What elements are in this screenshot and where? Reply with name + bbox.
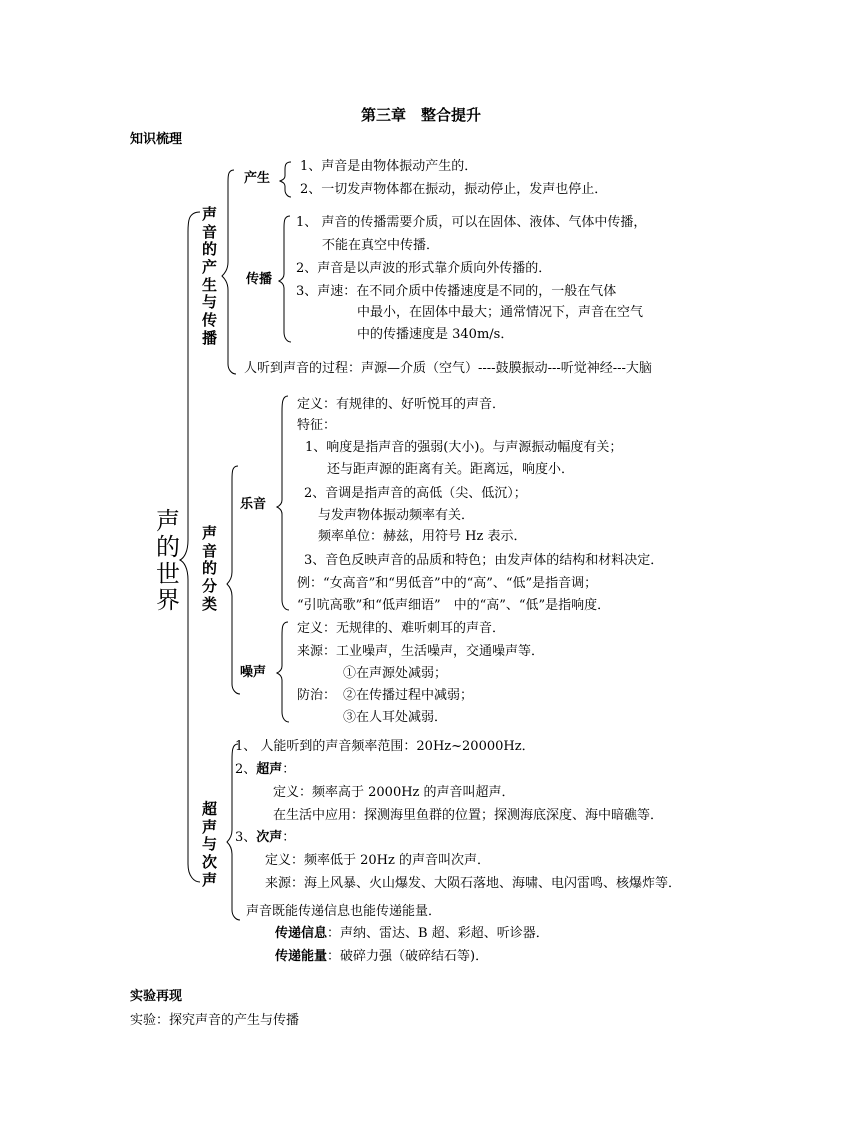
music-line-10: “引吭高歌”和“低声细语” 中的“高”、“低”是指响度． <box>297 598 611 613</box>
t3-energy-line: 传递能量：破碎力强（破碎结石等)． <box>275 949 489 964</box>
music-line-2: 特征： <box>297 418 337 433</box>
spread-line-2: 不能在真空中传播． <box>322 238 440 253</box>
t3-info-line: 传递信息：声纳、雷达、B 超、彩超、听诊器． <box>275 926 549 941</box>
section-heading-experiment: 实验再现 <box>130 989 183 1004</box>
noise-line-2: 来源：工业噪声，生活噪声，交通噪声等． <box>297 644 545 659</box>
music-line-7: 频率单位：赫兹，用符号 Hz 表示． <box>318 529 527 544</box>
t3-infra-heading: 3、次声： <box>235 830 296 845</box>
spread-line-6: 中的传播速度是 340m/s． <box>357 327 514 342</box>
t3-ultra-heading: 2、超声： <box>235 762 296 777</box>
spread-line-1: 1、 声音的传播需要介质，可以在固体、液体、气体中传播， <box>296 215 647 230</box>
music-line-5: 2、音调是指声音的高低（尖、低沉）； <box>304 486 527 501</box>
topic1-label: 声音的产生与传播 <box>202 205 218 347</box>
spread-bracket <box>279 216 291 342</box>
topic3-label: 超声与次声 <box>202 800 218 889</box>
music-label: 乐音 <box>240 497 267 512</box>
noise-line-6: ③在人耳处减弱． <box>343 710 448 725</box>
page-title: 第三章 整合提升 <box>361 106 482 124</box>
t3-line-7: 来源：海上风暴、火山爆发、大陨石落地、海啸、电闪雷鸣、核爆炸等． <box>265 876 682 891</box>
produce-label: 产生 <box>244 171 271 186</box>
t3-line-1: 1、 人能听到的声音频率范围：20Hz~20000Hz． <box>235 739 535 754</box>
root-label: 声的世界 <box>156 507 180 615</box>
spread-line-4: 3、声速：在不同介质中传播速度是不同的，一般在气体 <box>296 284 617 299</box>
noise-line-1: 定义：无规律的、难听刺耳的声音． <box>297 621 506 636</box>
experiment-line: 实验：探究声音的产生与传播 <box>130 1013 300 1028</box>
root-bracket <box>180 212 200 882</box>
t3-line-3: 定义：频率高于 2000Hz 的声音叫超声． <box>273 785 515 800</box>
t3-line-6: 定义：频率低于 20Hz 的声音叫次声． <box>265 853 490 868</box>
music-line-3: 1、响度是指声音的强弱(大小)。与声源振动幅度有关； <box>305 440 623 455</box>
noise-line-5: ②在传播过程中减弱； <box>343 688 474 703</box>
spread-label: 传播 <box>246 272 273 287</box>
noise-bracket <box>277 622 289 722</box>
music-bracket <box>277 396 289 610</box>
t3-line-4: 在生活中应用：探测海里鱼群的位置；探测海底深度、海中暗礁等． <box>273 808 664 823</box>
noise-label: 噪声 <box>240 665 267 680</box>
music-line-9: 例：“女高音”和“男低音”中的“高”、“低”是指音调； <box>297 576 598 591</box>
music-line-8: 3、音色反映声音的品质和特色；由发声体的结构和材料决定． <box>304 553 664 568</box>
topic2-label: 声音的分类 <box>202 524 218 613</box>
section-heading-knowledge: 知识梳理 <box>130 132 183 147</box>
produce-bracket <box>280 162 291 197</box>
music-line-1: 定义：有规律的、好听悦耳的声音． <box>297 397 506 412</box>
topic2-bracket <box>227 466 240 694</box>
music-line-6: 与发声物体振动频率有关． <box>318 508 475 523</box>
topic1-bracket <box>222 170 236 374</box>
t3-line-8: 声音既能传递信息也能传递能量． <box>246 904 442 919</box>
noise-line-4: 防治： <box>297 688 337 703</box>
produce-item-1: 1、声音是由物体振动产生的． <box>300 159 478 174</box>
noise-line-3: ①在声源处减弱； <box>343 666 448 681</box>
spread-line-3: 2、声音是以声波的形式靠介质向外传播的． <box>296 261 552 276</box>
music-line-4: 还与距声源的距离有关。距离远，响度小． <box>327 462 575 477</box>
hearing-process: 人听到声音的过程：声源—介质（空气）----鼓膜振动---听觉神经---大脑 <box>244 361 652 376</box>
produce-item-2: 2、一切发声物体都在振动，振动停止，发声也停止． <box>300 182 608 197</box>
spread-line-5: 中最小，在固体中最大；通常情况下，声音在空气 <box>357 305 644 320</box>
